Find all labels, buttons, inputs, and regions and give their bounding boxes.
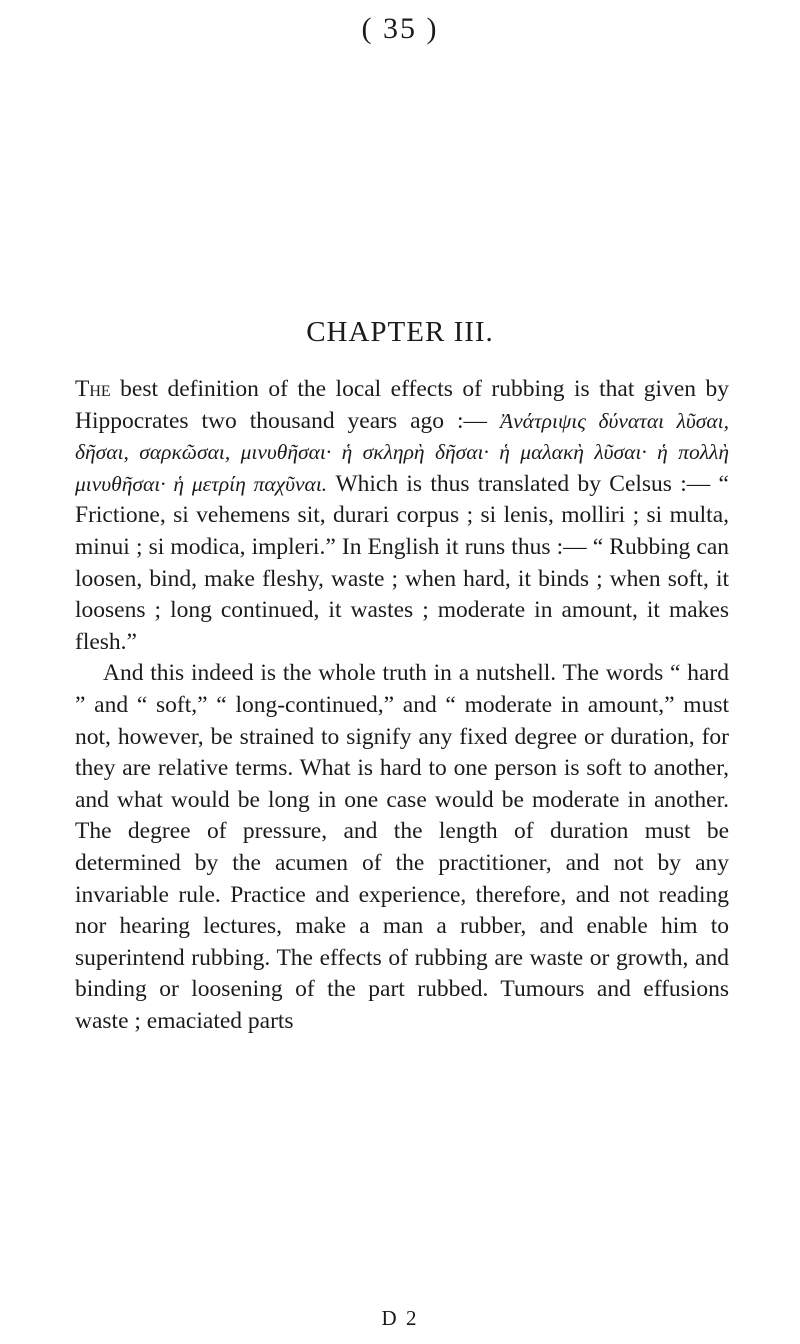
greek-quotation: Ἀνάτριψις δύναται λῦσαι, δῆσαι, σαρκῶσαι, μινυθῆσαι· ἡ σκληρὴ δῆσαι· ἡ μαλακὴ λῦσαι· ἡ πολλὴ μινυθῆσαι· ἡ μετρίη παχῦναι. [75, 408, 729, 496]
paragraph-1-lead-word: The [75, 376, 111, 402]
body-text [75, 374, 729, 1037]
paragraph-2: And this indeed is the whole truth in a nutshell. The words “ hard ” and “ soft,” “ long-continued,” and “ moderate in amount,” must not, however, be strained to signify any fixed degree or duration, for they are relative terms. What is hard to one person is soft to another, and what would be long in one case would be moderate in another. The degree of pressure, and the length of duration must be determined by the acumen of the practitioner, and not by any invariable rule. Practice and experience, therefore, and not reading nor hearing lectures, make a man a rubber, and enable him to superintend rubbing. The effects of rubbing are waste or growth, and binding or loosening of the part rubbed. Tumours and effusions waste ; emaciated parts [75, 660, 729, 1034]
paragraph-1 [75, 374, 729, 658]
signature-mark: D 2 [381, 1306, 419, 1330]
page-number: ( 35 ) [361, 12, 439, 45]
chapter-title: CHAPTER III. [306, 316, 494, 348]
paragraph-1-intro: best definition of the local effects of rubbing is that given by Hippocrates two thousand years ago :— [75, 376, 729, 434]
paragraph-1-translation: Which is thus translated by Celsus :— “ Frictione, si vehemens sit, durari corpus ; si lenis, molliri ; si multa, minui ; si modica, impleri.” In English it runs thus :— “ Rubbing can loosen, bind, make fleshy, waste ; when hard, it binds ; when soft, it loosens ; long continued, it wastes ; moderate in amount, it makes flesh.” [75, 470, 729, 655]
